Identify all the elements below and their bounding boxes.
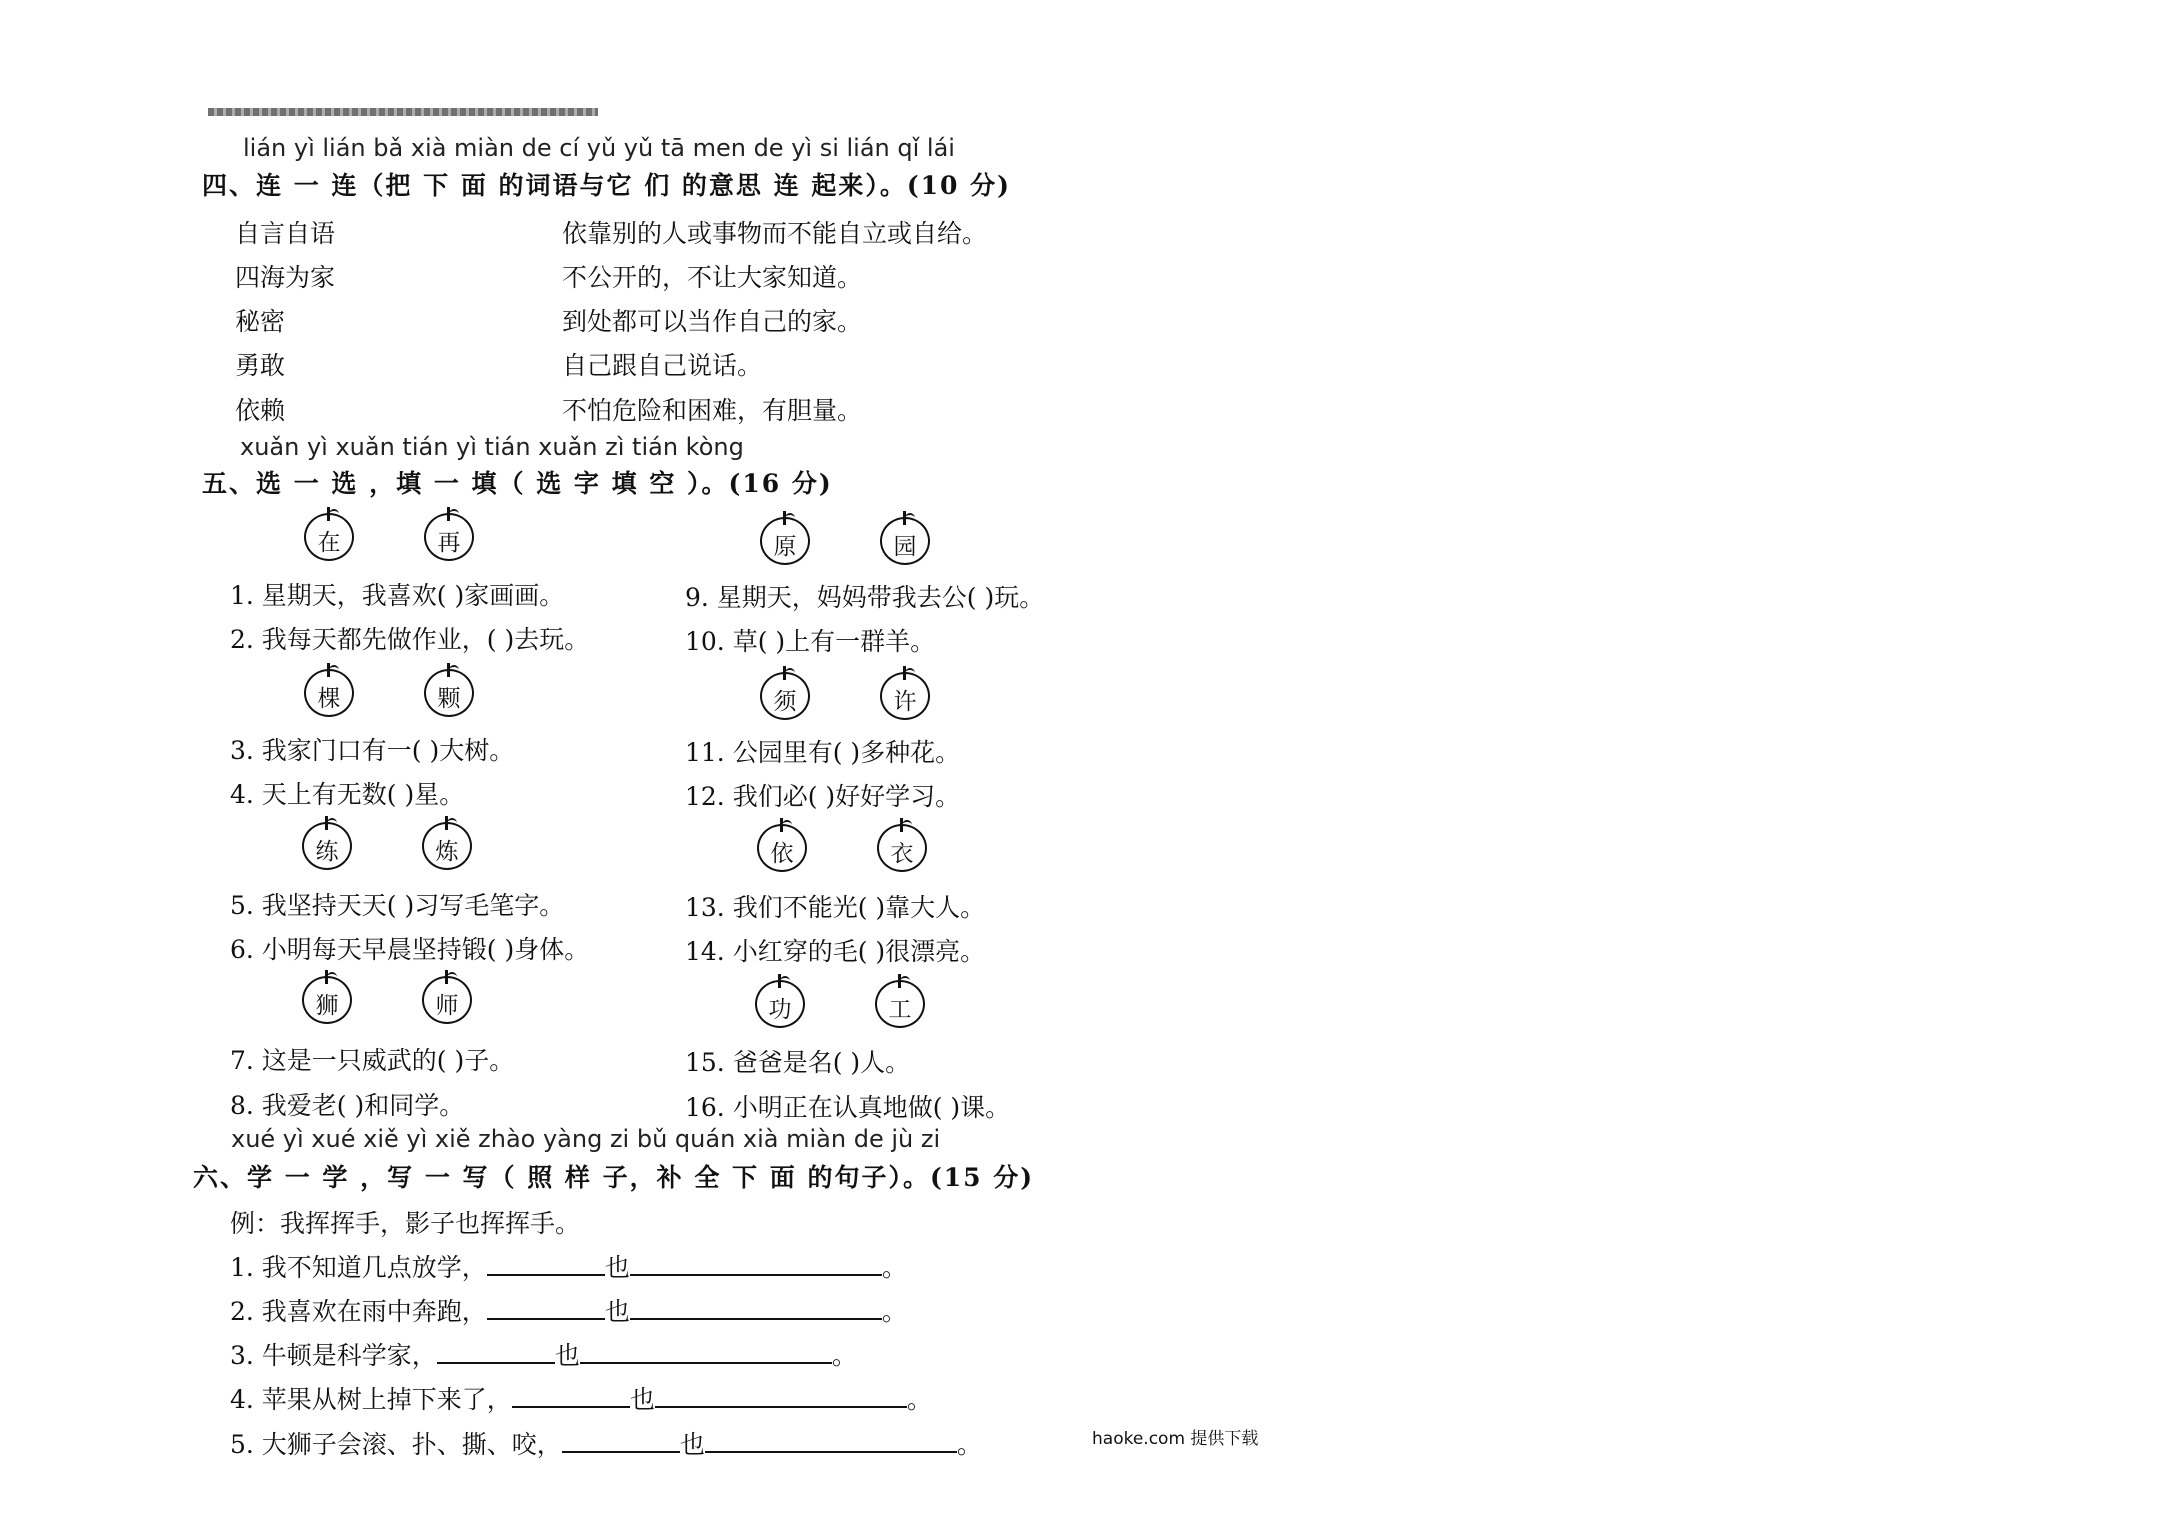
- sentence-item: 2. 我喜欢在雨中奔跑， 也 。: [230, 1297, 907, 1326]
- section5-heading: 五、选 一 选 ，填 一 填（ 选 字 填 空 ）。(16 分): [202, 469, 833, 498]
- fill-item[interactable]: 9. 星期天，妈妈带我去公( )玩。: [685, 583, 1045, 612]
- apple-char-option: 许: [880, 666, 936, 722]
- sentence-item: 5. 大狮子会滚、扑、撕、咬， 也 。: [230, 1430, 982, 1459]
- fill-item[interactable]: 3. 我家门口有一( )大树。: [230, 736, 515, 765]
- meaning-item[interactable]: 到处都可以当作自己的家。: [562, 307, 863, 336]
- word-item[interactable]: 秘密: [235, 307, 286, 336]
- apple-char-option: 颗: [424, 663, 480, 719]
- fill-item[interactable]: 5. 我坚持天天( )习写毛笔字。: [230, 891, 565, 920]
- fill-item[interactable]: 13. 我们不能光( )靠大人。: [685, 893, 986, 922]
- section6-pinyin: xué yì xué xiě yì xiě zhào yàng zi bǔ quán xià miàn de jù zi: [231, 1125, 941, 1153]
- apple-char-option: 练: [302, 816, 358, 872]
- fill-item[interactable]: 14. 小红穿的毛( )很漂亮。: [685, 937, 986, 966]
- answer-blank[interactable]: [487, 1252, 605, 1276]
- answer-blank[interactable]: [487, 1296, 605, 1320]
- answer-blank[interactable]: [437, 1340, 555, 1364]
- fill-item[interactable]: 4. 天上有无数( )星。: [230, 780, 465, 809]
- fill-item[interactable]: 10. 草( )上有一群羊。: [685, 627, 936, 656]
- fill-item[interactable]: 2. 我每天都先做作业，( )去玩。: [230, 625, 590, 654]
- fill-item[interactable]: 8. 我爱老( )和同学。: [230, 1091, 465, 1120]
- meaning-item[interactable]: 依靠别的人或事物而不能自立或自给。: [562, 219, 988, 248]
- apple-char-option: 功: [755, 974, 811, 1030]
- fill-item[interactable]: 7. 这是一只威武的( )子。: [230, 1046, 515, 1075]
- section4-heading: 四、连 一 连（把 下 面 的词语与它 们 的意思 连 起来）。(10 分): [202, 171, 1011, 200]
- answer-blank[interactable]: [630, 1296, 882, 1320]
- apple-char-option: 工: [875, 974, 931, 1030]
- sentence-item: 1. 我不知道几点放学， 也 。: [230, 1253, 907, 1282]
- sentence-item: 3. 牛顿是科学家， 也 。: [230, 1341, 857, 1370]
- apple-char-option: 再: [424, 507, 480, 563]
- fill-item[interactable]: 6. 小明每天早晨坚持锻( )身体。: [230, 935, 590, 964]
- word-item[interactable]: 勇敢: [235, 351, 286, 380]
- fill-item[interactable]: 11. 公园里有( )多种花。: [685, 738, 961, 767]
- apple-char-option: 狮: [302, 970, 358, 1026]
- footer-source: haoke.com 提供下载: [1092, 1429, 1259, 1449]
- fill-item[interactable]: 1. 星期天，我喜欢( )家画画。: [230, 581, 565, 610]
- answer-blank[interactable]: [655, 1384, 907, 1408]
- apple-char-option: 炼: [422, 816, 478, 872]
- answer-blank[interactable]: [512, 1384, 630, 1408]
- fill-item[interactable]: 16. 小明正在认真地做( )课。: [685, 1093, 1011, 1122]
- meaning-item[interactable]: 不怕危险和困难，有胆量。: [562, 396, 863, 425]
- fill-item[interactable]: 15. 爸爸是名( )人。: [685, 1048, 911, 1077]
- meaning-item[interactable]: 自己跟自己说话。: [562, 351, 763, 380]
- sentence-item: 4. 苹果从树上掉下来了， 也 。: [230, 1385, 932, 1414]
- answer-blank[interactable]: [580, 1340, 832, 1364]
- word-item[interactable]: 四海为家: [235, 263, 336, 292]
- apple-char-option: 在: [304, 507, 360, 563]
- apple-char-option: 依: [757, 818, 813, 874]
- section4-pinyin: lián yì lián bǎ xià miàn de cí yǔ yǔ tā men de yì si lián qǐ lái: [243, 134, 955, 162]
- section6-heading: 六、学 一 学 ，写 一 写（ 照 样 子，补 全 下 面 的句子）。(15 分): [193, 1163, 1035, 1192]
- apple-char-option: 棵: [304, 663, 360, 719]
- answer-blank[interactable]: [705, 1429, 957, 1453]
- meaning-item[interactable]: 不公开的，不让大家知道。: [562, 263, 863, 292]
- answer-blank[interactable]: [630, 1252, 882, 1276]
- apple-char-option: 衣: [877, 818, 933, 874]
- word-item[interactable]: 自言自语: [235, 219, 336, 248]
- apple-char-option: 原: [760, 511, 816, 567]
- answer-blank[interactable]: [562, 1429, 680, 1453]
- example-sentence: 例：我挥挥手，影子也挥挥手。: [230, 1209, 581, 1238]
- section5-pinyin: xuǎn yì xuǎn tián yì tián xuǎn zì tián kòng: [240, 433, 744, 461]
- word-item[interactable]: 依赖: [235, 396, 286, 425]
- apple-char-option: 园: [880, 511, 936, 567]
- fill-item[interactable]: 12. 我们必( )好好学习。: [685, 782, 961, 811]
- apple-char-option: 须: [760, 666, 816, 722]
- scan-artifact: [208, 108, 598, 116]
- apple-char-option: 师: [422, 970, 478, 1026]
